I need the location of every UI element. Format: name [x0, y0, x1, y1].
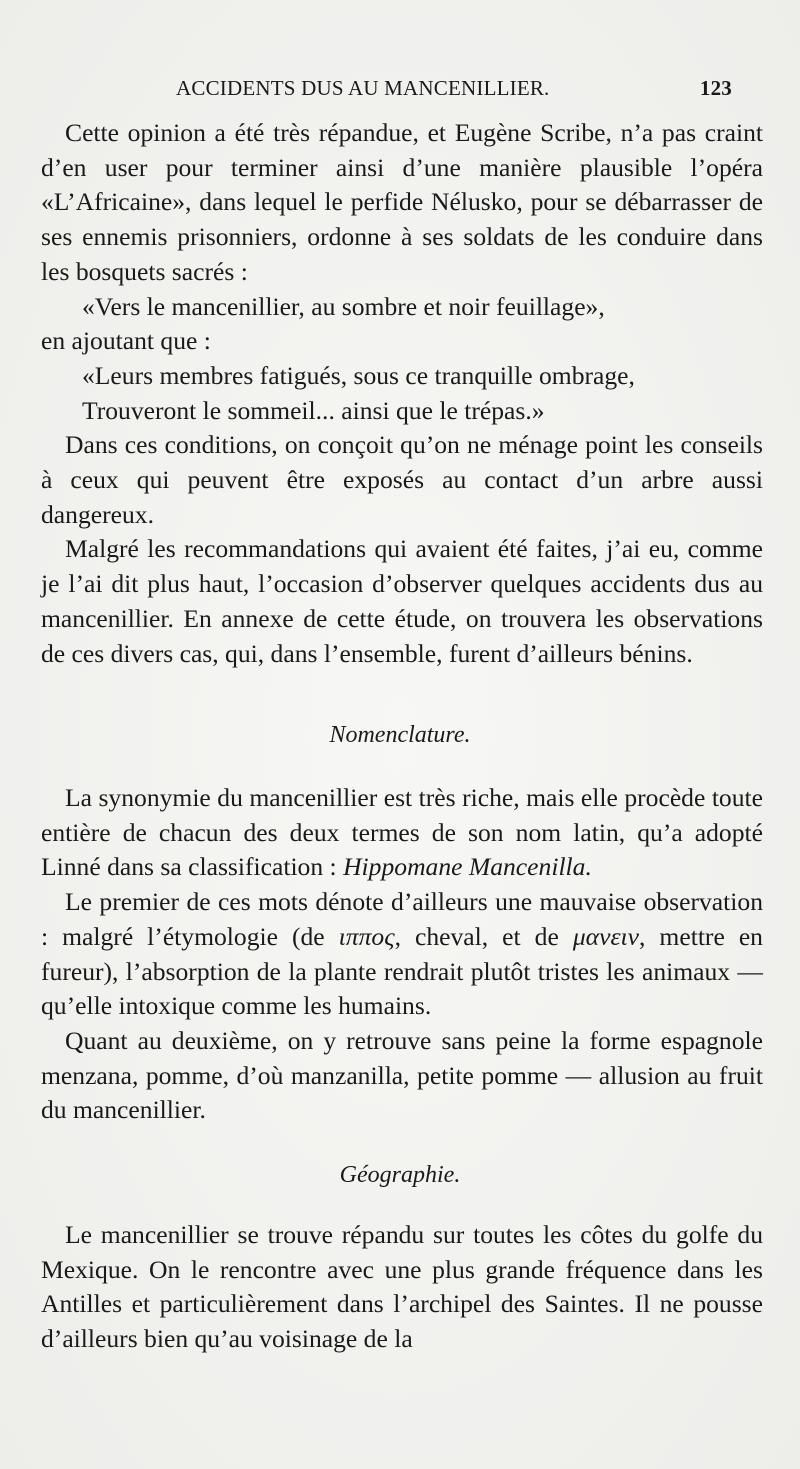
running-title: ACCIDENTS DUS AU MANCENILLIER.: [176, 76, 550, 100]
paragraph: Le mancenillier se trouve répandu sur toutes les côtes du golfe du Mexique. On le rencontre avec une plus grande fréquence dans les Antilles et particulièrement dans l’archipel des Saintes. Il ne pousse d’ailleurs bien qu’au voisinage de la: [41, 1220, 763, 1354]
greek-word: μανειν: [572, 921, 640, 951]
page-number: 123: [699, 76, 732, 100]
paragraph-text: La synonymie du mancenillier est très riche, mais elle procède toute entière de chacun des deux termes de son nom latin, qu’a adopté Linné dans sa classification :: [41, 783, 763, 882]
paragraph: Quant au deuxième, on y retrouve sans peine la forme espagnole menzana, pomme, d’où manzanilla, petite pomme — allusion au fruit du mancenillier.: [41, 1025, 763, 1125]
verse-line: «Vers le mancenillier, au sombre et noir feuillage»,: [82, 291, 605, 321]
paragraph: Malgré les recommandations qui avaient été faites, j’ai eu, comme je l’ai dit plus haut, l’occasion d’observer quelques accidents dus au mancenillier. En annexe de cette étude, on trouvera les observations de ces divers cas, qui, dans l’ensemble, furent d’ailleurs bénins.: [41, 534, 763, 668]
paragraph-text: , cheval, et de: [394, 921, 573, 951]
paragraph: [41, 781, 763, 885]
paragraph: en ajoutant que :: [41, 326, 211, 356]
greek-word: ιππος: [338, 921, 395, 951]
paragraph: Dans ces conditions, on conçoit qu’on ne ménage point les conseils à ceux qui peuvent être exposés au contact d’un arbre aussi dangereux.: [41, 430, 763, 529]
latin-name: Hippomane Mancenilla.: [343, 852, 592, 882]
verse-line: Trouveront le sommeil... ainsi que le trépas.»: [82, 395, 545, 425]
paragraph: Cette opinion a été très répandue, et Eugène Scribe, n’a pas craint d’en user pour terminer ainsi d’une manière plausible l’opéra «L’Africaine», dans lequel le perfide Nélusko, pour se débarrasser de ses ennemis prisonniers, ordonne à ses soldats de les conduire dans les bosquets sacrés :: [41, 118, 763, 286]
section-geographie-text: [41, 1218, 763, 1357]
paragraph: [41, 885, 763, 1024]
verse-line: «Leurs membres fatigués, sous ce tranquille ombrage,: [82, 360, 635, 390]
section-nomenclature-text: [41, 781, 763, 1128]
paragraph-text: Le premier de ces mots dénote d’ailleurs une mauvaise observation : malgré l’étymologie (de: [41, 887, 763, 951]
section-heading-nomenclature: Nomenclature.: [329, 722, 471, 748]
running-header: [176, 76, 732, 104]
section-heading-geographie: Géographie.: [339, 1162, 461, 1188]
section-intro-text: [41, 116, 763, 671]
paragraph-text: , mettre en fureur), l’absorption de la plante rendrait plutôt tristes les animaux — qu’elle intoxique comme les humains.: [41, 921, 763, 1021]
